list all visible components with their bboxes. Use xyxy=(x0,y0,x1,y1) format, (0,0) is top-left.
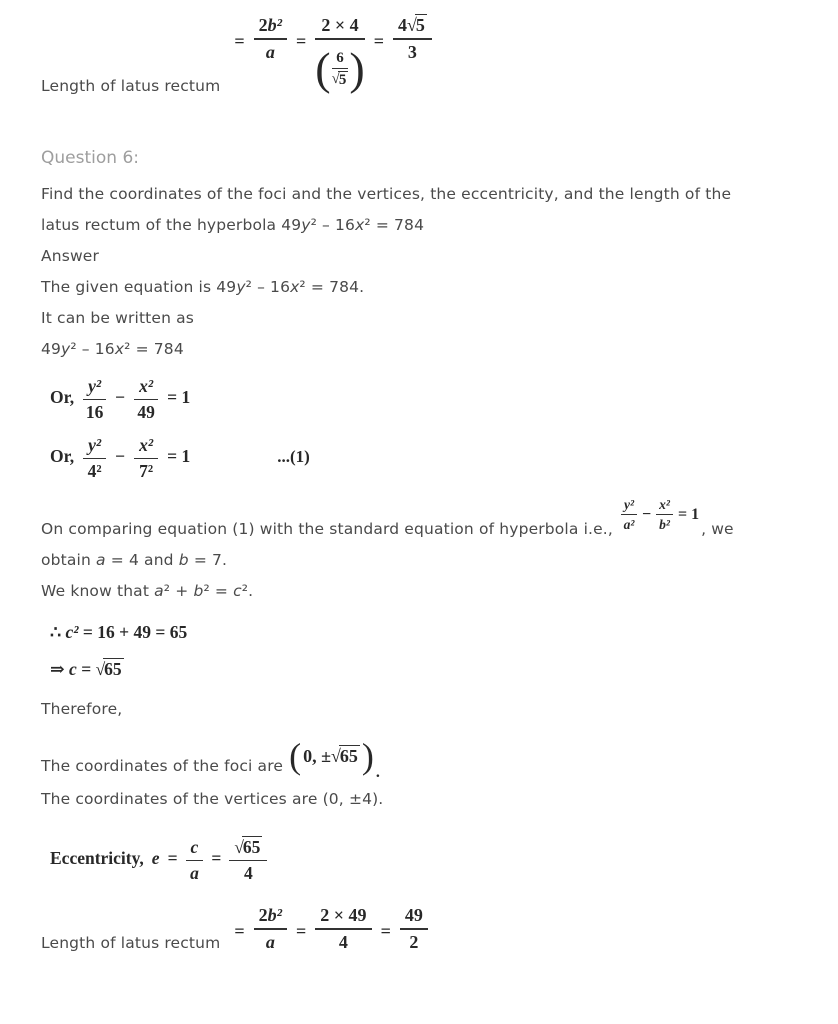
text-run: = 4 and xyxy=(105,551,179,569)
fraction-x2-over-49 xyxy=(134,373,158,423)
equals-sign: = xyxy=(380,921,391,941)
math-variable: a xyxy=(190,862,199,883)
standard-hyperbola-formula xyxy=(621,497,699,533)
math-number: 16 xyxy=(85,401,104,422)
math-variable: a xyxy=(265,932,275,952)
latus-rectum-top-row xyxy=(41,10,804,96)
left-paren: ( xyxy=(289,736,302,776)
or-equation-row-1 xyxy=(50,371,804,424)
math-variable: y xyxy=(61,340,71,358)
obtain-line xyxy=(41,545,804,576)
latus-top-label: Length of latus rectum xyxy=(41,77,221,95)
math-number: 2 xyxy=(258,15,268,35)
text-run: ² = 784. xyxy=(299,278,365,296)
parenthesized-fraction xyxy=(315,42,364,96)
or-label: Or, xyxy=(50,387,75,407)
text-run: ² = 784 xyxy=(124,340,184,358)
math-number: 4 xyxy=(397,15,407,35)
math-variable: b² xyxy=(267,15,283,35)
equals-sign: = xyxy=(296,921,307,941)
fraction-2x49-over-4 xyxy=(315,900,371,953)
text-run: We know that xyxy=(41,582,155,600)
compare-text-end: , we xyxy=(701,520,734,538)
math-number: 49 xyxy=(41,340,62,358)
math-number: 4 xyxy=(243,862,253,883)
math-variable: y² xyxy=(621,497,637,515)
text-run: latus rectum of the hyperbola 49 xyxy=(41,216,302,234)
period: . xyxy=(375,764,380,781)
text-run: obtain xyxy=(41,551,97,569)
c-squared-line xyxy=(50,617,804,647)
fraction-y2-over-16 xyxy=(83,373,106,423)
math-variable: x xyxy=(355,216,365,234)
compare-text: On comparing equation (1) with the standard equation of hyperbola i.e., xyxy=(41,520,613,538)
latus-bottom-formula xyxy=(234,900,427,953)
sqrt-symbol: √ xyxy=(331,71,340,87)
fraction-c-over-a xyxy=(186,834,204,884)
c-value-line xyxy=(50,654,804,684)
foci-text: The coordinates of the foci are xyxy=(41,757,284,775)
fraction-x2-over-7sq xyxy=(134,432,158,482)
math-number: 2 × 49 xyxy=(315,900,371,930)
math-variable: a xyxy=(265,42,275,62)
text-run: ² – 16 xyxy=(245,278,291,296)
answer-label: Answer xyxy=(41,247,99,265)
math-variable: x² xyxy=(656,497,673,515)
fraction-2x4-over-paren xyxy=(315,10,364,96)
radicand: 65 xyxy=(242,836,261,857)
text-run: The given equation is 49 xyxy=(41,278,237,296)
math-expression: 0, ± xyxy=(303,746,331,766)
text-run: ² = xyxy=(203,582,234,600)
fraction-x2-over-b2 xyxy=(656,497,673,533)
math-variable: c xyxy=(233,582,242,600)
eccentricity-row xyxy=(50,831,804,886)
fraction-6-over-sqrt5 xyxy=(332,49,349,89)
question-text-line2 xyxy=(41,210,804,241)
math-number: 49 xyxy=(400,900,428,930)
equals-sign: = xyxy=(296,31,307,51)
math-number: 4² xyxy=(87,460,102,481)
math-variable: y² xyxy=(83,373,106,400)
radicand: 5 xyxy=(415,15,425,35)
therefore-symbol: ∴ xyxy=(50,622,66,642)
fraction-2b2-over-a xyxy=(254,10,287,63)
equals-sign: = xyxy=(373,31,384,51)
fraction-4sqrt5-over-3 xyxy=(393,10,432,63)
text-run: = 7. xyxy=(188,551,228,569)
math-variable: y xyxy=(236,278,246,296)
latus-top-formula xyxy=(234,10,431,96)
therefore-label: Therefore, xyxy=(41,700,123,718)
fraction-2b2-over-a xyxy=(254,900,287,953)
foci-row xyxy=(41,733,804,782)
minus-sign: − xyxy=(115,446,126,466)
or-equation-row-2 xyxy=(50,430,804,483)
rewrite-label: It can be written as xyxy=(41,309,195,327)
math-variable: x xyxy=(290,278,300,296)
math-variable: b xyxy=(193,582,204,600)
math-variable: x xyxy=(114,340,125,358)
text-run: ² = 784 xyxy=(364,216,425,234)
math-variable: y xyxy=(301,216,311,234)
know-line xyxy=(41,576,804,607)
radicand: 65 xyxy=(339,746,358,766)
equals-one: = 1 xyxy=(167,387,191,407)
right-paren: ) xyxy=(349,43,365,94)
equals-sign: = xyxy=(167,848,178,868)
implies-symbol: ⇒ xyxy=(50,659,70,679)
radicand: 65 xyxy=(104,659,122,679)
math-variable: b² xyxy=(659,517,670,532)
foci-coordinates-formula xyxy=(289,733,374,779)
text-run: ² – 16 xyxy=(310,216,356,234)
math-number: 2 xyxy=(258,905,268,925)
fraction-y2-over-a2 xyxy=(621,497,637,533)
math-variable: x² xyxy=(134,373,158,400)
math-variable: a² xyxy=(623,517,635,532)
or-label: Or, xyxy=(50,446,75,466)
math-number: 4 xyxy=(338,932,348,952)
text-run: ² – 16 xyxy=(70,340,115,358)
math-variable: b xyxy=(178,551,189,569)
equals-sign: = xyxy=(211,848,222,868)
math-number: 3 xyxy=(407,42,417,62)
right-paren: ) xyxy=(361,736,374,776)
vertices-line: The coordinates of the vertices are (0, ±4). xyxy=(41,790,384,808)
math-number: 2 × 4 xyxy=(315,10,364,40)
question-heading: Question 6: xyxy=(41,148,139,168)
math-variable: b² xyxy=(267,905,283,925)
radicand: 5 xyxy=(338,72,347,88)
given-equation-line xyxy=(41,272,804,303)
math-variable: x² xyxy=(134,432,158,459)
left-paren: ( xyxy=(315,43,331,94)
sqrt-symbol: √ xyxy=(95,659,106,679)
math-variable: c² xyxy=(65,622,79,642)
question-text-line1: Find the coordinates of the foci and the vertices, the eccentricity, and the length of the xyxy=(41,185,732,203)
text-run: ² + xyxy=(163,582,194,600)
equals-sign: = xyxy=(234,921,245,941)
equals-one: = 1 xyxy=(167,446,191,466)
math-variable: y² xyxy=(83,432,106,459)
math-variable: c xyxy=(69,659,77,679)
equals-sign: = xyxy=(76,659,96,679)
compare-row xyxy=(41,497,804,545)
math-variable: a xyxy=(96,551,106,569)
math-number: 49 xyxy=(137,401,155,422)
sqrt-symbol: √ xyxy=(330,746,341,766)
minus-sign: − xyxy=(115,387,126,407)
latus-bottom-label: Length of latus rectum xyxy=(41,934,221,952)
text-run: ². xyxy=(241,582,254,600)
sqrt-symbol: √ xyxy=(406,15,417,35)
math-variable: a xyxy=(154,582,164,600)
math-expression: = 16 + 49 = 65 xyxy=(78,622,188,642)
fraction-y2-over-4sq xyxy=(83,432,106,482)
minus-sign: − xyxy=(642,506,652,523)
fraction-49-over-2 xyxy=(400,900,428,953)
equation-line xyxy=(41,334,804,365)
fraction-sqrt65-over-4 xyxy=(229,834,267,884)
equals-sign: = xyxy=(234,31,245,51)
equals-one: = 1 xyxy=(677,506,700,523)
math-number: 6 xyxy=(332,49,349,69)
math-number: 7² xyxy=(139,460,154,481)
math-number: 2 xyxy=(409,932,419,952)
math-variable: c xyxy=(186,834,204,861)
math-variable: e xyxy=(151,848,160,868)
equation-tag: ...(1) xyxy=(277,446,310,466)
latus-rectum-bottom-row xyxy=(41,900,804,953)
sqrt-symbol: √ xyxy=(234,836,244,857)
eccentricity-label: Eccentricity, xyxy=(50,848,144,868)
